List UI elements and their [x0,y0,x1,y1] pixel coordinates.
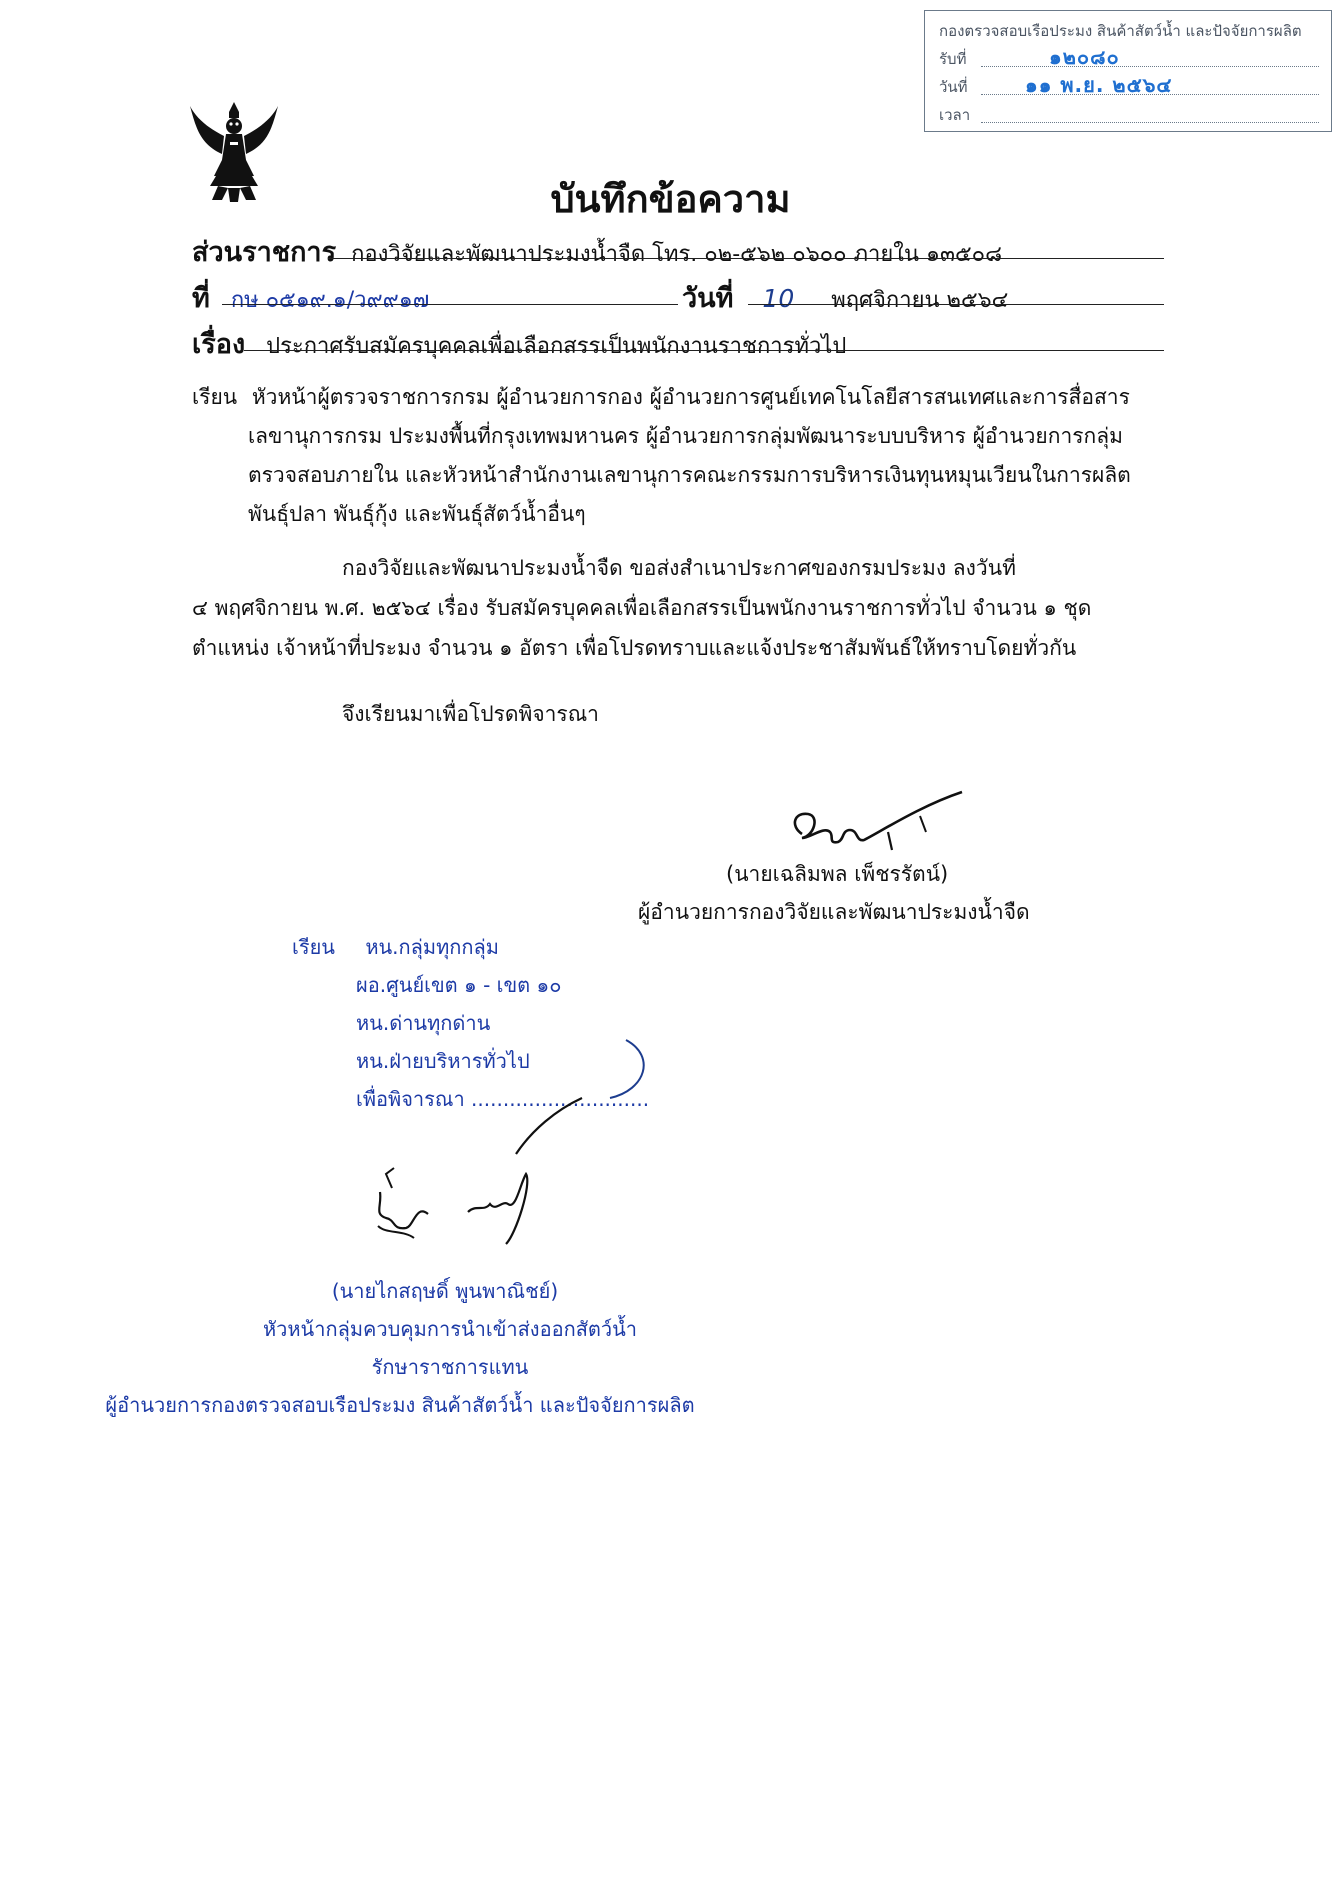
stamp-time-label: เวลา [939,106,971,124]
signer-2-org: ผู้อำนวยการกองตรวจสอบเรือประมง สินค้าสัตว์น้ำ และปัจจัยการผลิต [105,1393,695,1417]
signature-1-icon [780,786,980,866]
agency-line [192,230,1002,273]
agency-label: ส่วนราชการ [192,237,337,268]
stamp-receipt-number: ๑๒๐๘๐ [1049,45,1120,69]
addressee-line-4: พันธุ์ปลา พันธุ์กุ้ง และพันธุ์สัตว์น้ำอื่นๆ [248,502,586,526]
stamp-time-row [939,101,1319,127]
stamp-org: กองตรวจสอบเรือประมง สินค้าสัตว์น้ำ และปัจจัยการผลิต [939,22,1302,40]
body-paragraph [192,548,1192,668]
date-label: วันที่ [682,283,734,314]
body-line-2: ๔ พฤศจิกายน พ.ศ. ๒๕๖๔ เรื่อง รับสมัครบุคคลเพื่อเลือกสรรเป็นพนักงานราชการทั่วไป จำนวน ๑ ชุด [192,596,1092,620]
signer-2-name: (นายไกสฤษดิ์ พูนพาณิชย์) [331,1279,559,1303]
reference-line [192,276,429,319]
subject-line [192,322,846,365]
stamp-receipt-row [939,45,1319,71]
signer-title: ผู้อำนวยการกองวิจัยและพัฒนาประมงน้ำจืด [638,900,1030,924]
memo-title: บันทึกข้อความ [550,177,791,221]
signer-2-acting: รักษาราชการแทน [371,1355,529,1379]
routing-item-2: ผอ.ศูนย์เขต ๑ - เขต ๑๐ [356,973,562,997]
date-day: 10 [762,284,795,313]
addressee-line-2: เลขานุการกรม ประมงพื้นที่กรุงเทพมหานคร ผู้อำนวยการกลุ่มพัฒนาระบบบริหาร ผู้อำนวยการกลุ่ม [248,424,1123,448]
body-line-3: ตำแหน่ง เจ้าหน้าที่ประมง จำนวน ๑ อัตรา เพื่อโปรดทราบและแจ้งประชาสัมพันธ์ให้ทราบโดยทั่วกัน [192,636,1077,660]
body-line-1: กองวิจัยและพัฒนาประมงน้ำจืด ขอส่งสำเนาประกาศของกรมประมง ลงวันที่ [342,556,1016,580]
signer-2-block [0,1272,900,1424]
routing-item-5: เพื่อพิจารณา ............................ [356,1087,650,1111]
stamp-date-label: วันที่ [939,78,968,96]
subject-label: เรื่อง [192,329,246,360]
handwritten-marks-icon [356,1034,656,1254]
routing-item-1: เรียน หน.กลุ่มทุกกลุ่ม [292,935,499,959]
addressee-line-3: ตรวจสอบภายใน และหัวหน้าสำนักงานเลขานุการคณะกรรมการบริหารเงินทุนหมุนเวียนในการผลิต [248,463,1131,487]
routing-label: เรียน [292,935,335,959]
reference-value: กษ ๐๕๑๙.๑/ว๙๙๑๗ [230,288,430,313]
stamp-date-value: ๑๑ พ.ย. ๒๕๖๔ [1025,73,1173,97]
stamp-date-row [939,73,1319,99]
addressee-block [192,378,1192,534]
stamp-receipt-label: รับที่ [939,50,967,68]
closing-text: จึงเรียนมาเพื่อโปรดพิจารณา [342,702,599,726]
receipt-stamp [924,10,1332,132]
addressee-line-1: เรียน หัวหน้าผู้ตรวจราชการกรม ผู้อำนวยการกอง ผู้อำนวยการศูนย์เทคโนโลยีสารสนเทศและการสื่อสาร [192,385,1130,409]
date-line [682,276,1008,319]
routing-item-4: หน.ฝ่ายบริหารทั่วไป [356,1049,530,1073]
addressee-label: เรียน [192,385,238,409]
routing-item-3: หน.ด่านทุกด่าน [356,1011,491,1035]
signer-name: (นายเฉลิมพล เพ็ชรรัตน์) [726,862,949,886]
reference-label: ที่ [192,283,210,314]
agency-value: กองวิจัยและพัฒนาประมงน้ำจืด โทร. ๐๒-๕๖๒ ๐๖๐๐ ภายใน ๑๓๕๐๘ [351,242,1003,267]
date-month-year: พฤศจิกายน ๒๕๖๔ [831,288,1009,313]
signer-2-title: หัวหน้ากลุ่มควบคุมการนำเข้าส่งออกสัตว์น้ำ [262,1317,638,1341]
subject-value: ประกาศรับสมัครบุคคลเพื่อเลือกสรรเป็นพนักงานราชการทั่วไป [266,334,847,359]
